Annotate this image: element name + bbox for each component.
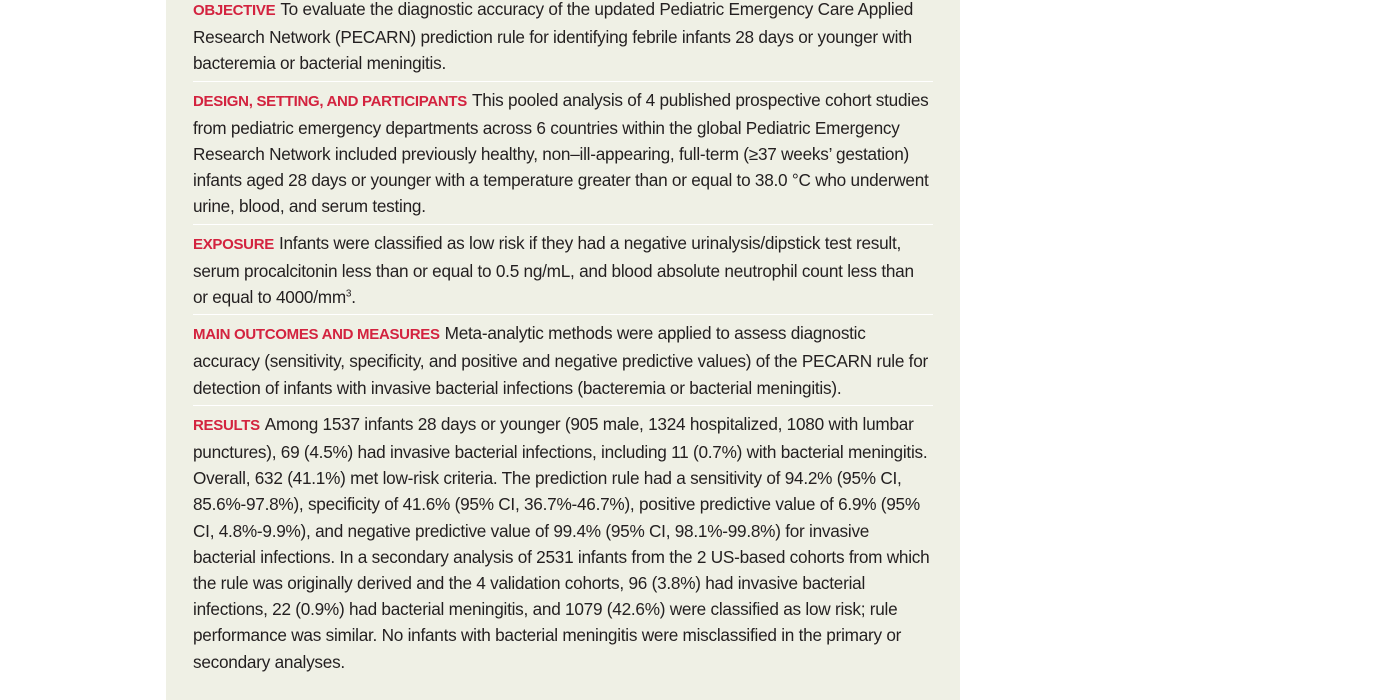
section-heading: OBJECTIVE — [193, 2, 276, 19]
section-heading: EXPOSURE — [193, 235, 274, 253]
abstract-panel — [166, 0, 960, 700]
exposure-section — [193, 225, 933, 316]
section-heading: MAIN OUTCOMES AND MEASURES — [193, 326, 440, 344]
section-text: Meta-analytic methods were applied to assess diagnostic accuracy (sensitivity, specificity, and positive and negative predictive values) of the PECARN rule for detection of infants with invasive bacterial infections (bacteremia or bacterial meningitis). — [193, 323, 928, 398]
section-text: Infants were classified as low risk if they had a negative urinalysis/dipstick test result, serum procalcitonin less than or equal to 0.5 ng/mL, and blood absolute neutrophil count less than or equal to 4000/mm — [193, 232, 914, 308]
section-text: To evaluate the diagnostic accuracy of the updated Pediatric Emergency Care Applied Research Network (PECARN) prediction rule for identifying febrile infants 28 days or younger with bacteremia or bacterial meningitis. — [193, 0, 914, 74]
results-section — [193, 406, 933, 679]
superscript: 3 — [345, 288, 352, 300]
section-text: Among 1537 infants 28 days or younger (905 male, 1324 hospitalized, 1080 with lumbar punctures), 69 (4.5%) had invasive bacterial infections, including 11 (0.7%) with bacterial meningitis. Overall, 632 (41.1%) met low-risk criteria. The prediction rule had a sensitivity of 94.2% (95% CI, 85.6%-97.8%), specificity of 41.6% (95% CI, 36.7%-46.7%), positive predictive value of 6.9% (95% CI, 4.8%-9.9%), and negative predictive value of 99.4% (95% CI, 98.1%-99.8%) for invasive bacterial infections. In a secondary analysis of 2531 infants from the 2 US-based cohorts from which the rule was originally derived and the 4 validation cohorts, 96 (3.8%) had invasive bacterial infections, 22 (0.9%) had bacterial meningitis, and 1079 (42.6%) were classified as low risk; rule performance was similar. No infants with bacterial meningitis were misclassified in the primary or secondary analyses. — [193, 413, 930, 672]
outcomes-section — [193, 315, 933, 406]
section-heading: RESULTS — [193, 416, 260, 434]
abstract-content — [193, 0, 933, 679]
section-heading: DESIGN, SETTING, AND PARTICIPANTS — [193, 92, 468, 110]
section-tail: . — [351, 287, 356, 308]
section-text: This pooled analysis of 4 published prospective cohort studies from pediatric emergency departments across 6 countries within the global Pediatric Emergency Research Network included previously healthy, non–ill-appearing, full-term (≥37 weeks’ gestation) infants aged 28 days or younger with a temperature greater than or equal to 38.0 °C who underwent urine, blood, and serum testing. — [193, 89, 929, 217]
objective-section — [193, 0, 933, 82]
design-section — [193, 82, 933, 225]
